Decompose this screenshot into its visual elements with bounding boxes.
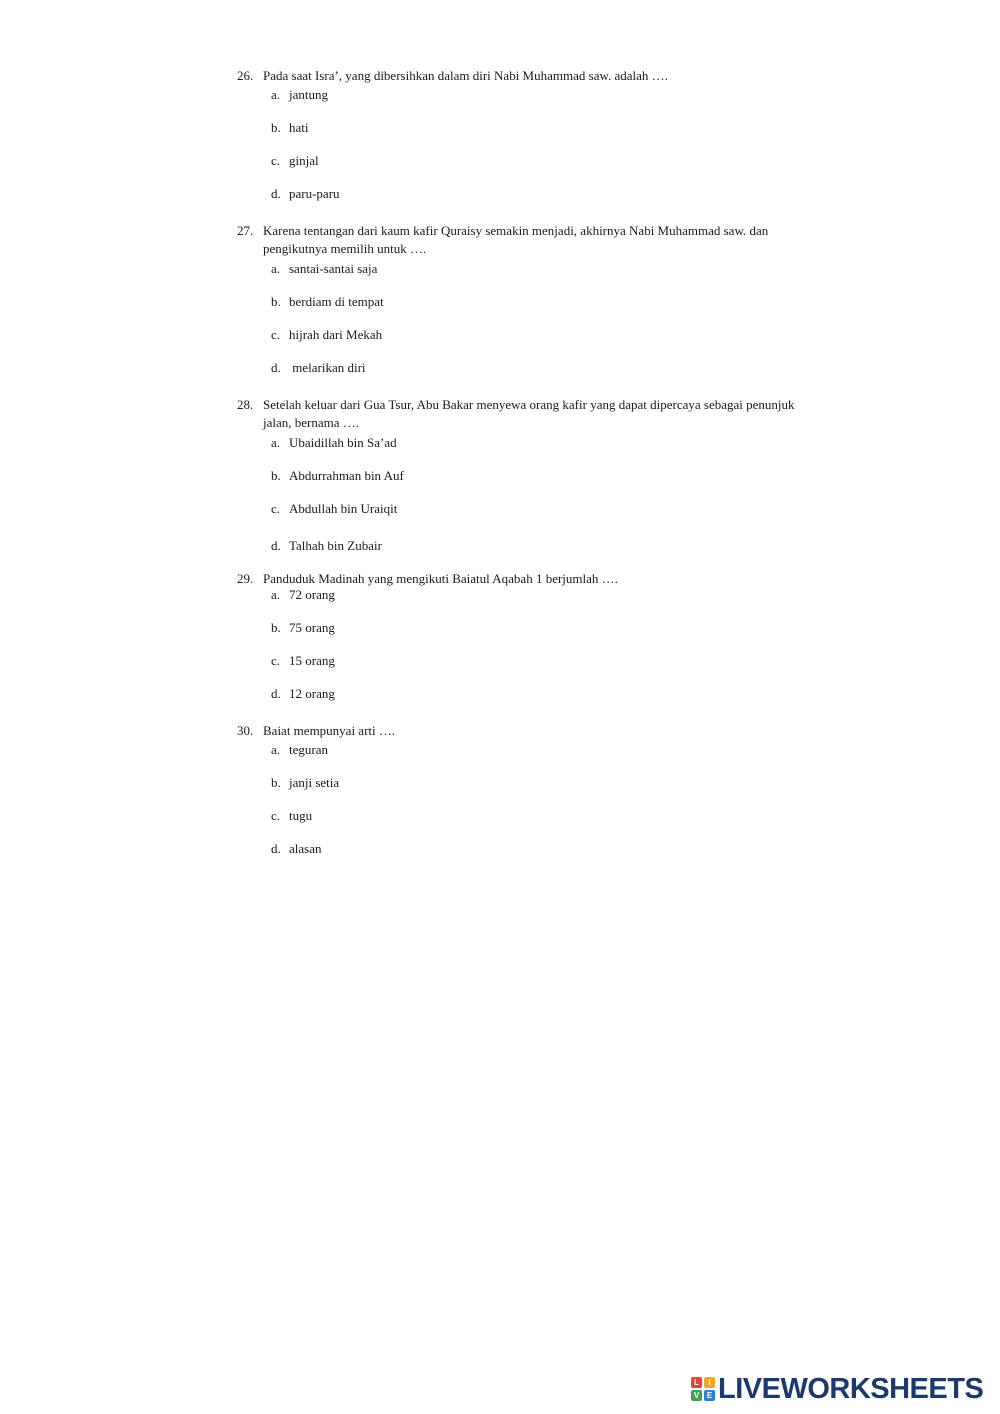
option-28-d[interactable] [271, 537, 382, 555]
option-27-c[interactable] [271, 326, 382, 344]
logo-block-i: I [704, 1377, 715, 1388]
logo-block-v: V [691, 1390, 702, 1401]
question-26 [237, 67, 807, 85]
option-text: 12 orang [289, 686, 335, 701]
option-letter: b. [271, 620, 281, 635]
option-letter: d. [271, 841, 281, 856]
option-letter: d. [271, 686, 281, 701]
option-text: hati [289, 120, 309, 135]
option-text: Abdullah bin Uraiqit [289, 501, 398, 516]
option-28-c[interactable] [271, 500, 397, 518]
option-letter: a. [271, 742, 281, 757]
question-27 [237, 222, 807, 258]
option-letter: d. [271, 538, 281, 553]
question-number: 30. [237, 723, 254, 738]
option-27-a[interactable] [271, 260, 377, 278]
option-29-a[interactable] [271, 586, 335, 604]
question-text: Karena tentangan dari kaum kafir Quraisy semakin menjadi, akhirnya Nabi Muhammad saw. dan pengikutnya memilih untuk …. [263, 223, 769, 256]
option-30-c[interactable] [271, 807, 312, 825]
option-text: 15 orang [289, 653, 335, 668]
option-29-c[interactable] [271, 652, 335, 670]
option-27-b[interactable] [271, 293, 384, 311]
question-28 [237, 396, 807, 432]
option-text: jantung [289, 87, 328, 102]
option-letter: b. [271, 468, 281, 483]
live-blocks-icon [691, 1377, 715, 1401]
option-letter: a. [271, 87, 281, 102]
option-26-b[interactable] [271, 119, 309, 137]
option-30-a[interactable] [271, 741, 328, 759]
option-26-d[interactable] [271, 185, 340, 203]
option-26-a[interactable] [271, 86, 328, 104]
question-number: 26. [237, 68, 254, 83]
option-text: 75 orang [289, 620, 335, 635]
logo-block-l: L [691, 1377, 702, 1388]
option-letter: a. [271, 435, 281, 450]
option-30-d[interactable] [271, 840, 321, 858]
option-letter: b. [271, 775, 281, 790]
option-text: teguran [289, 742, 328, 757]
option-letter: c. [271, 653, 281, 668]
option-29-b[interactable] [271, 619, 335, 637]
option-29-d[interactable] [271, 685, 335, 703]
option-letter: d. [271, 360, 281, 375]
option-26-c[interactable] [271, 152, 319, 170]
option-text: paru-paru [289, 186, 340, 201]
option-letter: a. [271, 587, 281, 602]
option-letter: c. [271, 501, 281, 516]
option-text: tugu [289, 808, 313, 823]
question-text: Setelah keluar dari Gua Tsur, Abu Bakar menyewa orang kafir yang dapat dipercaya sebagai penunjuk jalan, bernama …. [263, 397, 795, 430]
option-27-d[interactable] [271, 359, 366, 377]
question-30 [237, 722, 807, 740]
option-letter: c. [271, 808, 281, 823]
option-text: santai-santai saja [289, 261, 378, 276]
option-text: Talhah bin Zubair [289, 538, 382, 553]
option-text: 72 orang [289, 587, 335, 602]
option-letter: b. [271, 294, 281, 309]
question-text: Panduduk Madinah yang mengikuti Baiatul Aqabah 1 berjumlah …. [263, 571, 618, 586]
option-28-b[interactable] [271, 467, 404, 485]
question-text: Pada saat Isra’, yang dibersihkan dalam diri Nabi Muhammad saw. adalah …. [263, 68, 668, 83]
option-letter: d. [271, 186, 281, 201]
option-text: ginjal [289, 153, 319, 168]
option-text: hijrah dari Mekah [289, 327, 383, 342]
option-30-b[interactable] [271, 774, 339, 792]
option-letter: c. [271, 153, 281, 168]
option-text: alasan [289, 841, 322, 856]
option-text: Abdurrahman bin Auf [289, 468, 404, 483]
option-text: Ubaidillah bin Sa’ad [289, 435, 397, 450]
brand-name: LIVEWORKSHEETS [718, 1372, 984, 1405]
option-28-a[interactable] [271, 434, 397, 452]
question-number: 28. [237, 397, 254, 412]
option-text: janji setia [289, 775, 340, 790]
question-number: 29. [237, 571, 254, 586]
question-number: 27. [237, 223, 254, 238]
option-text: melarikan diri [289, 360, 366, 375]
option-text: berdiam di tempat [289, 294, 384, 309]
logo-block-e: E [704, 1390, 715, 1401]
question-text: Baiat mempunyai arti …. [263, 723, 396, 738]
option-letter: a. [271, 261, 281, 276]
option-letter: c. [271, 327, 281, 342]
option-letter: b. [271, 120, 281, 135]
liveworksheets-logo[interactable] [691, 1374, 983, 1404]
